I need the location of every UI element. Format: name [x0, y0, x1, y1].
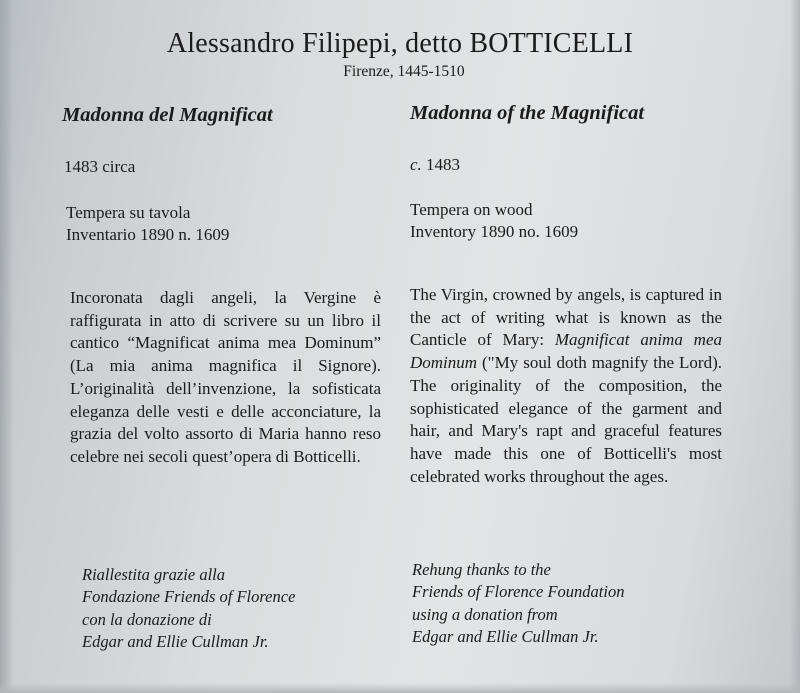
artist-origin-dates: Firenze, 1445-1510: [343, 63, 465, 80]
english-credit-line: Edgar and Ellie Cullman Jr.: [412, 626, 599, 646]
english-credit-line: Rehung thanks to the: [412, 560, 551, 579]
english-credit: [412, 559, 624, 648]
english-date-year: 1483: [426, 155, 461, 174]
english-description-part: The Virgin, crowned by angels, is captured in the act of writing what is known as the Canticle of Mary:: [410, 285, 722, 350]
english-artwork-title: Madonna of the Magnificat: [410, 102, 645, 124]
artist-name: Alessandro Filipepi, detto BOTTICELLI: [166, 28, 634, 59]
italian-credit-line: Riallestita grazie alla: [82, 565, 225, 584]
label-edge-shadow-left: [0, 0, 14, 693]
label-edge-shadow-right: [790, 0, 800, 693]
italian-artwork-title: Madonna del Magnificat: [62, 104, 273, 126]
english-inventory: Inventory 1890 no. 1609: [410, 222, 579, 241]
english-date-circa: c.: [410, 155, 422, 174]
italian-medium-block: [66, 202, 229, 246]
italian-credit-line: Fondazione Friends of Florence: [82, 587, 296, 607]
english-credit-line: Friends of Florence Foundation: [412, 582, 625, 602]
italian-description: Incoronata dagli angeli, la Vergine è raffigurata in atto di scrivere su un libro il cantico “Magnificat anima mea Dominum” (La mia anima magnifica il Signore). L’originalità dell’invenzione, la sofisticata eleganza delle vesti e delle acconciature, la grazia del volto assorto di Maria hanno reso celebre nei secoli quest’opera di Botticelli.: [70, 288, 381, 466]
italian-credit-line: Edgar and Ellie Cullman Jr.: [82, 631, 269, 651]
english-credit-line: using a donation from: [412, 604, 558, 624]
english-description-part: ("My soul doth magnify the Lord). The originality of the composition, the sophisticated elegance of the garment and hair, and Mary's rapt and graceful features have made this one of Botticelli's most celebrated works throughout the ages.: [410, 353, 722, 486]
italian-medium: Tempera su tavola: [66, 203, 191, 222]
italian-inventory: Inventario 1890 n. 1609: [66, 225, 230, 244]
italian-credit-line: con la donazione di: [82, 609, 212, 629]
english-description: [410, 284, 722, 488]
italian-credit: [82, 564, 295, 653]
label-edge-shadow-bottom: [0, 683, 800, 693]
english-medium: Tempera on wood: [410, 200, 533, 219]
italian-date: 1483 circa: [64, 157, 136, 176]
english-date: [410, 155, 460, 175]
english-medium-block: [410, 199, 578, 243]
english-description-latin-quote: Magnificat anima mea Dominum: [410, 330, 722, 373]
